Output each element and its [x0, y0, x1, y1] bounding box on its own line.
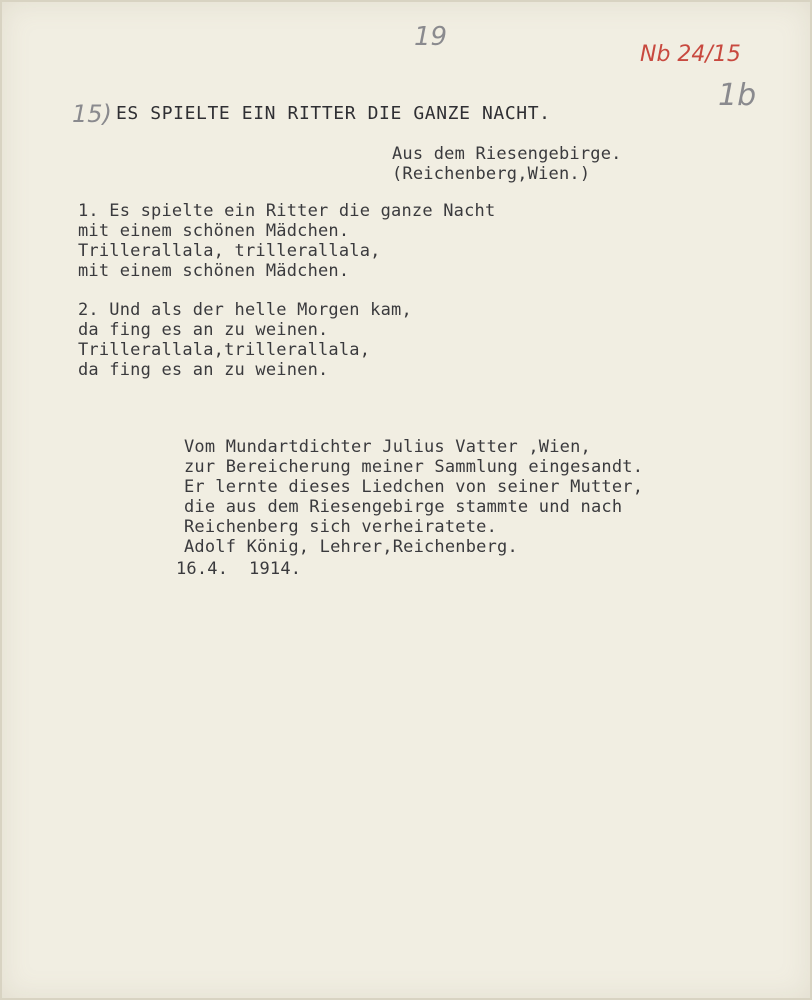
song-title: ES SPIELTE EIN RITTER DIE GANZE NACHT. — [116, 103, 551, 124]
collector-note — [184, 437, 643, 557]
origin-line: (Reichenberg,Wien.) — [392, 164, 591, 184]
verse-2 — [78, 300, 412, 380]
verse-line: Trillerallala, trillerallala, — [78, 241, 381, 261]
verse-line: 2. Und als der helle Morgen kam, — [78, 300, 412, 320]
verse-line: mit einem schönen Mädchen. — [78, 261, 350, 281]
note-line: Adolf König, Lehrer,Reichenberg. — [184, 537, 518, 557]
origin-line: Aus dem Riesengebirge. — [392, 144, 622, 164]
item-number-annotation: 15) — [72, 100, 112, 128]
verse-line: 1. Es spielte ein Ritter die ganze Nacht — [78, 201, 496, 221]
archive-reference-annotation: Nb 24/15 — [640, 42, 741, 67]
note-line: zur Bereicherung meiner Sammlung eingesandt. — [184, 457, 644, 477]
verse-line: da fing es an zu weinen. — [78, 360, 329, 380]
song-origin — [392, 144, 622, 184]
verse-line: Trillerallala,trillerallala, — [78, 340, 371, 360]
note-line: Vom Mundartdichter Julius Vatter ,Wien, — [184, 437, 591, 457]
note-line: Er lernte dieses Liedchen von seiner Mutter, — [184, 477, 644, 497]
page-number-annotation: 19 — [414, 22, 448, 52]
note-line: Reichenberg sich verheiratete. — [184, 517, 498, 537]
sheet-mark-annotation: 1b — [718, 78, 757, 113]
note-date: 16.4. 1914. — [176, 559, 302, 579]
verse-line: mit einem schönen Mädchen. — [78, 221, 350, 241]
verse-1 — [78, 201, 495, 281]
verse-line: da fing es an zu weinen. — [78, 320, 329, 340]
note-line: die aus dem Riesengebirge stammte und nach — [184, 497, 623, 517]
